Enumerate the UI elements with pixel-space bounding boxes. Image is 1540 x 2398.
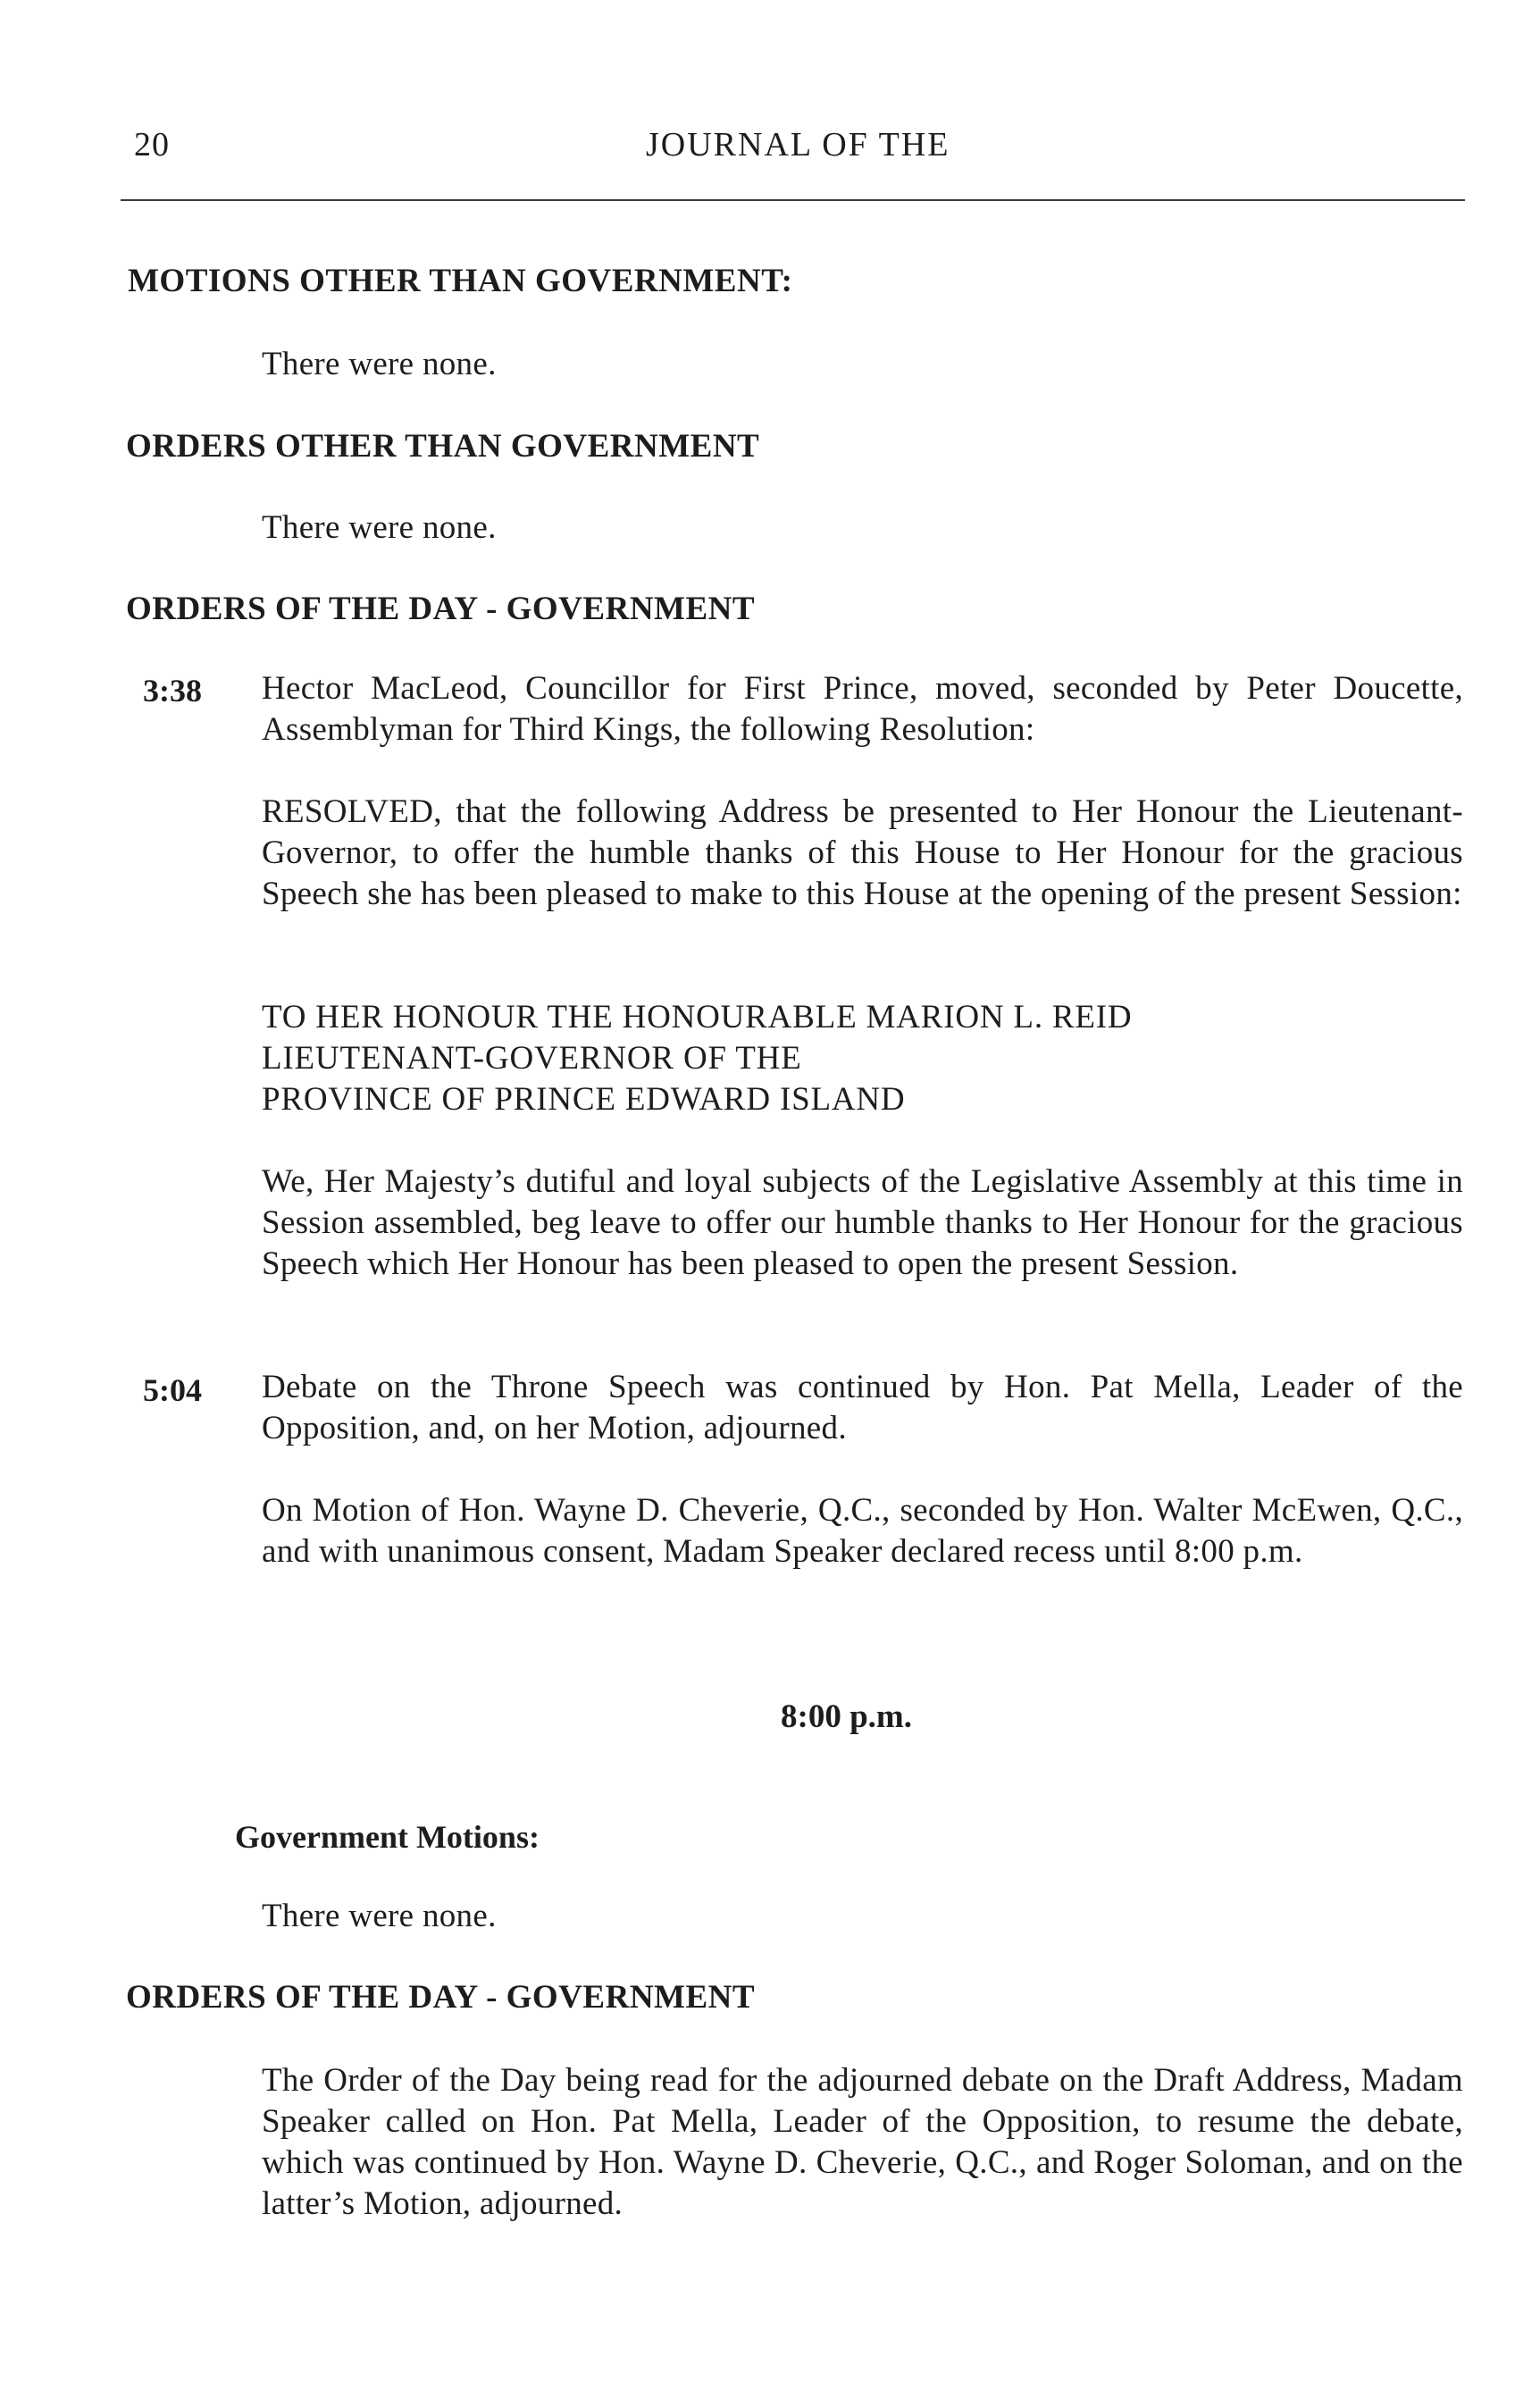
address-block bbox=[262, 997, 1132, 1120]
address-line: LIEUTENANT-GOVERNOR OF THE bbox=[262, 1040, 802, 1077]
evening-time-heading: 8:00 p.m. bbox=[781, 1698, 912, 1735]
adjourned-debate-paragraph: The Order of the Day being read for the adjourned debate on the Draft Address, Madam Speaker called on Hon. Pat Mella, Leader of the Opposition, to resume the debate, which was continued by Hon. Wayne D. Cheverie, Q.C., and Roger Soloman, and on the latter’s Motion, adjourned. bbox=[262, 2062, 1463, 2222]
resolved-paragraph: RESOLVED, that the following Address be presented to Her Honour the Lieutenant-Governor, to offer the humble thanks of this House to Her Honour for the gracious Speech she has been pleased to make to this House at the opening of the present Session: bbox=[262, 793, 1463, 912]
government-motions-heading: Government Motions: bbox=[235, 1819, 540, 1855]
debate-paragraph: Debate on the Throne Speech was continued by Hon. Pat Mella, Leader of the Opposition, and, on her Motion, adjourned. bbox=[262, 1369, 1463, 1446]
recess-paragraph: On Motion of Hon. Wayne D. Cheverie, Q.C., seconded by Hon. Walter McEwen, Q.C., and with unanimous consent, Madam Speaker declared recess until 8:00 p.m. bbox=[262, 1492, 1463, 1570]
resolution-motion-paragraph: Hector MacLeod, Councillor for First Prince, moved, seconded by Peter Doucette, Assemblyman for Third Kings, the following Resolution: bbox=[262, 670, 1463, 748]
orders-day-evening-heading: ORDERS OF THE DAY - GOVERNMENT bbox=[126, 1979, 756, 2016]
header-divider bbox=[121, 199, 1465, 201]
address-line: TO HER HONOUR THE HONOURABLE MARION L. REID bbox=[262, 999, 1133, 1036]
motions-other-text: There were none. bbox=[262, 346, 497, 382]
government-motions-text: There were none. bbox=[262, 1898, 497, 1934]
orders-day-heading: ORDERS OF THE DAY - GOVERNMENT bbox=[126, 591, 756, 627]
time-stamp-338: 3:38 bbox=[143, 673, 202, 708]
time-stamp-504: 5:04 bbox=[143, 1372, 202, 1408]
address-line: PROVINCE OF PRINCE EDWARD ISLAND bbox=[262, 1081, 906, 1118]
page-number: 20 bbox=[134, 126, 170, 164]
orders-other-text: There were none. bbox=[262, 509, 497, 546]
orders-other-heading: ORDERS OTHER THAN GOVERNMENT bbox=[126, 428, 760, 465]
running-title: JOURNAL OF THE bbox=[646, 126, 950, 164]
motions-other-heading: MOTIONS OTHER THAN GOVERNMENT: bbox=[128, 263, 793, 299]
address-body-paragraph: We, Her Majesty’s dutiful and loyal subjects of the Legislative Assembly at this time in Session assembled, beg leave to offer our humble thanks to Her Honour for the gracious Speech which Her Honour has been pleased to open the present Session. bbox=[262, 1163, 1463, 1282]
